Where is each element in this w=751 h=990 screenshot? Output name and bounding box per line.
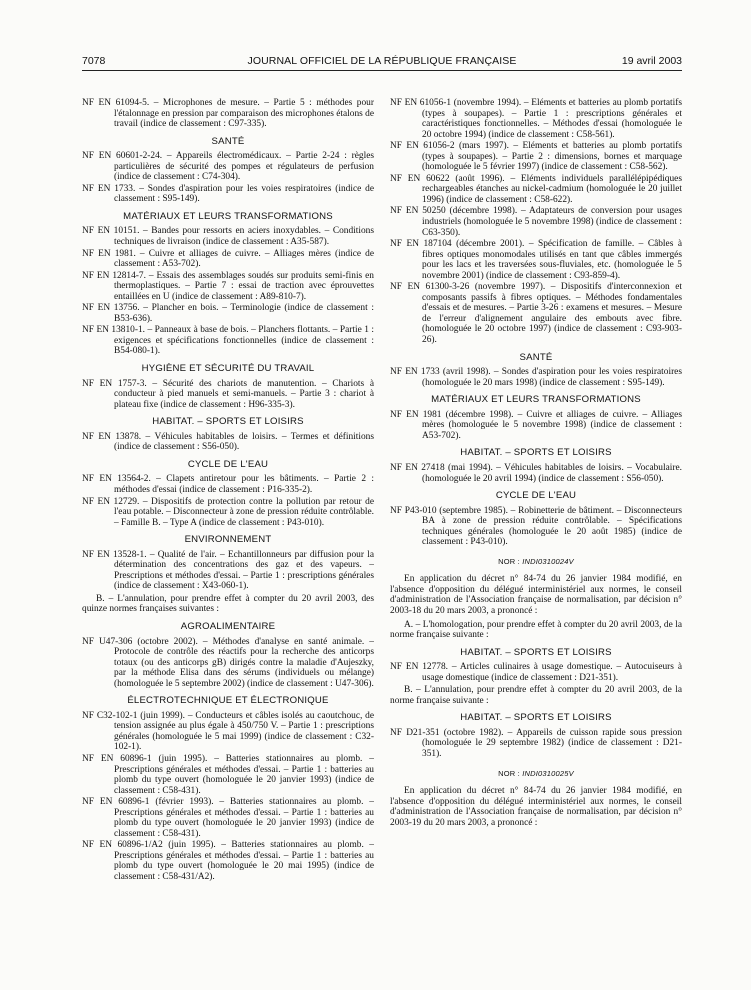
- standard-entry: NF EN 61300-3-26 (novembre 1997). – Dispositifs d'interconnexion et composants passifs à fibres optiques. – Méthodes fondamentales d'essais et de mesures. – Partie 3-26 : examens et mesures. – Mesure de l'erreur d'alignement angulaire des embouts avec fibre. (homologuée le 20 octobre 1997) (indice de classement : C93-903-26).: [390, 282, 682, 346]
- standard-entry: NF EN 61056-2 (mars 1997). – Eléments et batteries au plomb portatifs (types à soupapes). – Partie 2 : dimensions, bornes et marquage (homologuée le 5 février 1997) (indice de classement : C58-562).: [390, 141, 682, 173]
- nor-code: INDI0310024V: [522, 556, 574, 566]
- standard-entry: NF EN 1733 (avril 1998). – Sondes d'aspiration pour les voies respiratoires (homologuée le 20 mars 1998) (indice de classement : S95-149).: [390, 367, 682, 388]
- standard-entry: NF EN 61056-1 (novembre 1994). – Eléments et batteries au plomb portatifs (types à soupapes). – Partie 1 : prescriptions générales et caractéristiques fonctionnelles. – Méthodes d'essai (homologuée le 20 octobre 1994) (indice de classement : C58-561).: [390, 98, 682, 140]
- paragraph: En application du décret n° 84-74 du 26 janvier 1984 modifié, en l'absence d'opposition du délégué interministériel aux normes, le conseil d'administration de l'Association française de normalisation, par décision n° 2003-18 du 20 mars 2003, a prononcé :: [390, 574, 682, 616]
- standard-entry: NF EN 13756. – Plancher en bois. – Terminologie (indice de classement : B53-636).: [82, 303, 374, 324]
- nor-label: NOR :: [498, 768, 523, 778]
- nor-reference: [390, 769, 682, 780]
- standard-entry: NF EN 13878. – Véhicules habitables de loisirs. – Termes et définitions (indice de classement : S56-050).: [82, 431, 374, 453]
- journal-title: JOURNAL OFFICIEL DE LA RÉPUBLIQUE FRANÇAISE: [247, 55, 517, 67]
- standard-entry: NF C32-102-1 (juin 1999). – Conducteurs et câbles isolés au caoutchouc, de tension assignée au plus égale à 450/750 V. – Partie 1 : prescriptions générales (homologuée le 5 mai 1999) (indice de classement : C32-102-1).: [82, 710, 374, 753]
- standard-entry: NF EN 61094-5. – Microphones de mesure. – Partie 5 : méthodes pour l'étalonnage en pression par comparaison des microphones étalons de travail (indice de classement : C97-335).: [82, 98, 374, 130]
- page-number: 7078: [82, 55, 106, 67]
- section-heading: CYCLE DE L'EAU: [187, 458, 269, 470]
- page-header: [82, 55, 682, 71]
- section-heading: CYCLE DE L'EAU: [495, 490, 577, 502]
- standard-entry: NF EN 60622 (août 1996). – Eléments individuels parallélépipédiques rechargeables étanches au nickel-cadmium (homologuée le 20 juillet 1996) (indice de classement : C58-622).: [390, 173, 682, 205]
- section-heading: SANTÉ: [519, 351, 553, 363]
- right-column: [390, 98, 682, 831]
- section-heading: HABITAT. – SPORTS ET LOISIRS: [460, 646, 612, 658]
- standard-entry: NF EN 60896-1 (juin 1995). – Batteries stationnaires au plomb. – Prescriptions générales et méthodes d'essai. – Partie 1 : batteries au plomb du type ouvert (homologuée le 20 janvier 1993) (indice de classement : C58-431).: [82, 753, 374, 796]
- section-heading: ENVIRONNEMENT: [184, 534, 272, 546]
- standard-entry: NF EN 12729. – Dispositifs de protection contre la pollution par retour de l'eau potable. – Disconnecteur à zone de pression réduite contrôlable. – Famille B. – Type A (indice de classement : P43-010).: [82, 496, 374, 528]
- standard-entry: NF EN 187104 (décembre 2001). – Spécification de famille. – Câbles à fibres optiques monomodales utilisés en tant que câbles immergés pour les lacs et les traversées sous-fluviales, etc. (homologuée le 5 novembre 2001) (indice de classement : C93-859-4).: [390, 239, 682, 281]
- standard-entry: NF EN 60601-2-24. – Appareils électromédicaux. – Partie 2-24 : règles particulières de sécurité des pompes et régulateurs de perfusion (indice de classement : C74-304).: [82, 151, 374, 183]
- standard-entry: NF EN 12814-7. – Essais des assemblages soudés sur produits semi-finis en thermoplastiques. – Partie 7 : essai de traction avec éprouvettes entaillées en U (indice de classement : A89-810-7).: [82, 270, 374, 302]
- section-heading: MATÉRIAUX ET LEURS TRANSFORMATIONS: [123, 210, 333, 222]
- paragraph: B. – L'annulation, pour prendre effet à compter du 20 avril 2003, des quinze normes françaises suivantes :: [82, 593, 374, 615]
- section-heading: ÉLECTROTECHNIQUE ET ÉLECTRONIQUE: [127, 695, 329, 707]
- section-heading: MATÉRIAUX ET LEURS TRANSFORMATIONS: [431, 394, 641, 406]
- standard-entry: NF EN 12778. – Articles culinaires à usage domestique. – Autocuiseurs à usage domestique (indice de classement : D21-351).: [390, 662, 682, 683]
- section-heading: HABITAT. – SPORTS ET LOISIRS: [460, 712, 612, 724]
- paragraph: A. – L'homologation, pour prendre effet à compter du 20 avril 2003, de la norme française suivante :: [390, 619, 682, 641]
- standard-entry: NF EN 27418 (mai 1994). – Véhicules habitables de loisirs. – Vocabulaire. (homologuée le 20 avril 1994) (indice de classement : S56-050).: [390, 462, 682, 484]
- paragraph: En application du décret n° 84-74 du 26 janvier 1984 modifié, en l'absence d'opposition du délégué interministériel aux normes, le conseil d'administration de l'Association française de normalisation, par décision n° 2003-19 du 20 mars 2003, a prononcé :: [390, 786, 682, 828]
- section-heading: SANTÉ: [211, 135, 245, 147]
- section-heading: AGROALIMENTAIRE: [180, 620, 276, 632]
- standard-entry: NF EN 1757-3. – Sécurité des chariots de manutention. – Chariots à conducteur à pied manuels et semi-manuels. – Partie 3 : chariot à plateau fixe (indice de classement : H96-335-3).: [82, 378, 374, 410]
- standard-entry: NF EN 50250 (décembre 1998). – Adaptateurs de conversion pour usages industriels (homologuée le 5 novembre 1998) (indice de classement : C63-350).: [390, 206, 682, 238]
- nor-reference: [390, 557, 682, 568]
- publication-date: 19 avril 2003: [621, 55, 682, 67]
- standard-entry: NF EN 1981 (décembre 1998). – Cuivre et alliages de cuivre. – Alliages mères (homologuée le 5 novembre 1998) (indice de classement : A53-702).: [390, 409, 682, 441]
- standard-entry: NF EN 13528-1. – Qualité de l'air. – Echantillonneurs par diffusion pour la détermination des concentrations des gaz et des vapeurs. – Prescriptions et méthodes d'essai. – Partie 1 : prescriptions générales (indice de classement : X43-060-1).: [82, 549, 374, 592]
- section-heading: HABITAT. – SPORTS ET LOISIRS: [152, 416, 304, 428]
- section-heading: HABITAT. – SPORTS ET LOISIRS: [460, 447, 612, 459]
- standard-entry: NF EN 1981. – Cuivre et alliages de cuivre. – Alliages mères (indice de classement : A53-702).: [82, 248, 374, 270]
- header-rule: [82, 70, 682, 71]
- standard-entry: NF EN 13564-2. – Clapets antiretour pour les bâtiments. – Partie 2 : méthodes d'essai (indice de classement : P16-335-2).: [82, 474, 374, 495]
- standard-entry: NF EN 60896-1 (février 1993). – Batteries stationnaires au plomb. – Prescriptions générales et méthodes d'essai. – Partie 1 : batteries au plomb du type ouvert (homologuée le 20 janvier 1993) (indice de classement : C58-431).: [82, 797, 374, 839]
- standard-entry: NF EN 10151. – Bandes pour ressorts en aciers inoxydables. – Conditions techniques de livraison (indice de classement : A35-587).: [82, 226, 374, 248]
- standard-entry: NF P43-010 (septembre 1985). – Robinetterie de bâtiment. – Disconnecteurs BA à zone de pression réduite contrôlable. – Spécifications techniques générales (homologuée le 20 août 1985) (indice de classement : P43-010).: [390, 505, 682, 548]
- standard-entry: NF EN 60896-1/A2 (juin 1995). – Batteries stationnaires au plomb. – Prescriptions générales et méthodes d'essai. – Partie 1 : batteries au plomb du type ouvert (homologuée le 20 mai 1995) (indice de classement : C58-431/A2).: [82, 840, 374, 882]
- standard-entry: NF EN 13810-1. – Panneaux à base de bois. – Planchers flottants. – Partie 1 : exigences et spécifications fonctionnelles (indice de classement : B54-080-1).: [82, 325, 374, 357]
- nor-label: NOR :: [498, 556, 523, 566]
- section-heading: HYGIÈNE ET SÉCURITÉ DU TRAVAIL: [141, 363, 315, 375]
- paragraph: B. – L'annulation, pour prendre effet à compter du 20 avril 2003, de la norme française suivante :: [390, 685, 682, 706]
- nor-code: INDI0310025V: [522, 768, 574, 778]
- standard-entry: NF D21-351 (octobre 1982). – Appareils de cuisson rapide sous pression (homologuée le 29 septembre 1982) (indice de classement : D21-351).: [390, 727, 682, 759]
- left-column: [82, 98, 374, 884]
- standard-entry: NF U47-306 (octobre 2002). – Méthodes d'analyse en santé animale. – Protocole de contrôle des réactifs pour la recherche des anticorps totaux (ou des anticorps gB) dirigés contre la maladie d'Aujeszky, par la méthode Elisa dans des sérums (individuels ou mélange) (homologuée le 5 septembre 2002) (indice de classement : U47-306).: [82, 636, 374, 689]
- standard-entry: NF EN 1733. – Sondes d'aspiration pour les voies respiratoires (indice de classement : S95-149).: [82, 183, 374, 205]
